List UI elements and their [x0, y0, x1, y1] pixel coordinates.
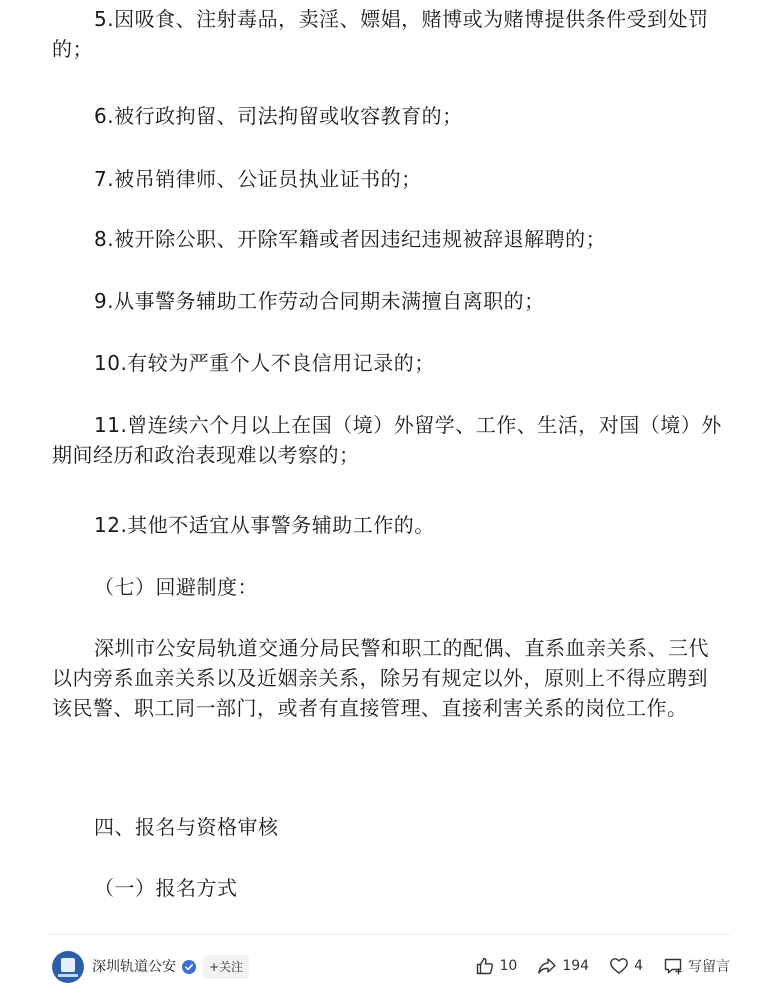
follow-button[interactable]: +关注 — [203, 955, 249, 979]
like-button[interactable] — [475, 956, 518, 976]
section-heading: （七）回避制度： — [94, 575, 258, 599]
list-item: 5.因吸食、注射毒品，卖淫、嫖娼，赌博或为赌博提供条件受到处罚的； — [52, 7, 709, 61]
favorite-count: 4 — [634, 958, 643, 974]
verified-badge-icon — [182, 960, 196, 974]
account-name[interactable]: 深圳轨道公安 — [92, 959, 176, 975]
list-item: 12.其他不适宜从事警务辅助工作的。 — [94, 513, 435, 537]
favorite-button[interactable] — [609, 956, 643, 976]
list-item: 11.曾连续六个月以上在国（境）外留学、工作、生活，对国（境）外期间经历和政治表现难以考察的； — [52, 413, 722, 467]
list-item: 8.被开除公职、开除军籍或者因违纪违规被辞退解聘的； — [94, 227, 607, 251]
heart-icon — [609, 956, 629, 976]
thumbs-up-icon — [475, 956, 495, 976]
paragraph: 深圳市公安局轨道交通分局民警和职工的配偶、直系血亲关系、三代以内旁系血亲关系以及近姻亲关系，除另有规定以外，原则上不得应聘到该民警、职工同一部门，或者有直接管理、直接利害关系的岗位工作。 — [52, 636, 709, 720]
list-item: 6.被行政拘留、司法拘留或收容教育的； — [94, 104, 463, 128]
share-icon — [537, 956, 557, 976]
comment-button[interactable] — [663, 956, 730, 976]
comment-label: 写留言 — [688, 959, 730, 975]
list-item: 9.从事警务辅助工作劳动合同期未满擅自离职的； — [94, 289, 545, 313]
share-count: 194 — [562, 958, 590, 974]
section-heading: （一）报名方式 — [94, 876, 238, 900]
police-emblem-icon — [61, 958, 75, 972]
bottom-action-bar — [48, 934, 730, 994]
list-item: 7.被吊销律师、公证员执业证书的； — [94, 167, 422, 191]
like-count: 10 — [499, 958, 518, 974]
share-button[interactable] — [537, 956, 589, 976]
account-avatar[interactable] — [52, 951, 84, 983]
section-heading: 四、报名与资格审核 — [94, 815, 279, 839]
comment-icon — [663, 956, 683, 976]
list-item: 10.有较为严重个人不良信用记录的； — [94, 351, 435, 375]
article-actions — [455, 953, 730, 979]
